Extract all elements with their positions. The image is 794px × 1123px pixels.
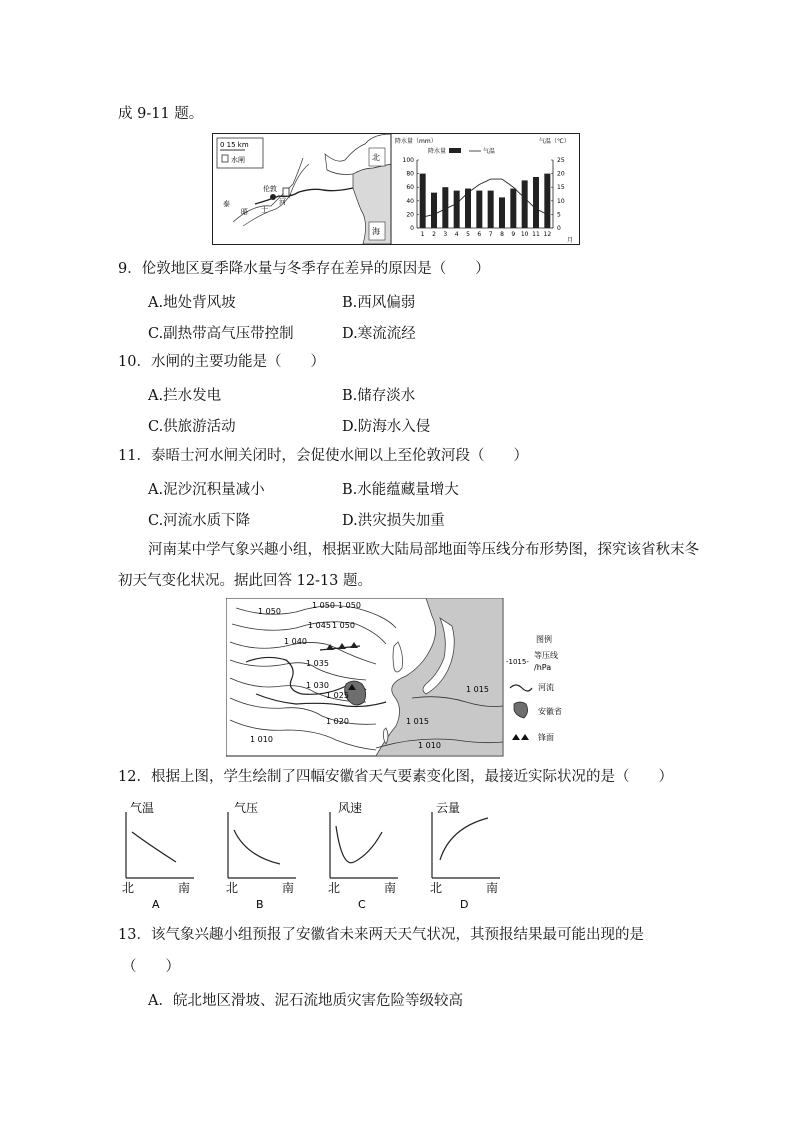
anhui-legend-icon bbox=[514, 702, 528, 718]
sluice-legend-label: 水闸 bbox=[231, 156, 245, 164]
month-tick: 1 bbox=[420, 231, 425, 238]
precip-legend-swatch bbox=[449, 148, 461, 153]
isobar-label: 1 040 bbox=[284, 637, 307, 646]
climate-right-tick: 10 bbox=[557, 197, 565, 205]
q9-option-d[interactable]: D.寒流流经 bbox=[342, 326, 416, 342]
legend-isobar-unit: /hPa bbox=[534, 663, 552, 672]
climate-chart bbox=[391, 134, 579, 244]
climate-right-tick: 20 bbox=[557, 170, 565, 178]
month-unit: 月 bbox=[567, 237, 574, 244]
q13-paren: （ ） bbox=[122, 959, 180, 975]
london-marker bbox=[270, 194, 276, 200]
precip-bar bbox=[499, 197, 505, 228]
figure-thames bbox=[212, 133, 580, 245]
thames-label-2: 晤 bbox=[241, 208, 248, 216]
month-tick: 7 bbox=[488, 231, 493, 238]
precip-bar bbox=[522, 180, 528, 228]
climate-left-axis-title: 降水量（mm） bbox=[395, 138, 437, 145]
front-legend-icon bbox=[512, 734, 520, 740]
q13-stem: 13．该气象兴趣小组预报了安徽省未来两天天气状况，其预报结果最可能出现的是 bbox=[118, 927, 644, 943]
isobar-label: 1 050 bbox=[338, 601, 361, 610]
climate-right-axis-title: 气温（℃） bbox=[539, 138, 570, 145]
month-tick: 3 bbox=[443, 231, 448, 238]
temp-legend-label: 气温 bbox=[483, 148, 496, 155]
isobar-label: 1 050 bbox=[312, 601, 335, 610]
isobar-label: 1 050 bbox=[258, 607, 281, 616]
graph-d[interactable] bbox=[430, 801, 500, 910]
graph-c-letter: C bbox=[358, 898, 366, 910]
legend-title: 图例 bbox=[536, 635, 552, 644]
legend-isobar-label: 等压线 bbox=[534, 651, 558, 660]
month-tick: 9 bbox=[511, 231, 516, 238]
precip-legend-label: 降水量 bbox=[428, 148, 447, 155]
graph-a-south: 南 bbox=[178, 881, 191, 895]
graph-b-north: 北 bbox=[226, 881, 239, 895]
passage2-line1: 河南某中学气象兴趣小组，根据亚欧大陆局部地面等压线分布形势图，探究该省秋末冬 bbox=[148, 542, 699, 558]
climate-right-tick: 25 bbox=[557, 157, 565, 164]
q11-option-d[interactable]: D.洪灾损失加重 bbox=[342, 513, 445, 529]
temperature-line bbox=[423, 179, 548, 217]
q12-graphs-svg bbox=[118, 800, 518, 910]
graph-c[interactable] bbox=[328, 800, 398, 910]
intro-tail: 成 9-11 题。 bbox=[118, 106, 204, 122]
graph-d-north: 北 bbox=[430, 881, 443, 895]
climate-right-tick: 0 bbox=[557, 225, 561, 232]
isobar-label: 1 035 bbox=[306, 659, 329, 668]
legend-isobar-sample: -1015- bbox=[506, 658, 529, 666]
climate-left-tick: 80 bbox=[406, 170, 414, 178]
legend-front-label: 锋面 bbox=[538, 733, 554, 742]
isobar-label: 1 015 bbox=[466, 685, 489, 694]
precip-bar bbox=[420, 174, 426, 228]
q10-option-c[interactable]: C.供旅游活动 bbox=[148, 419, 236, 435]
precip-bar bbox=[510, 189, 516, 228]
climate-left-tick: 60 bbox=[406, 184, 414, 192]
graph-c-north: 北 bbox=[328, 881, 341, 895]
graph-c-ylabel: 风速 bbox=[338, 801, 363, 815]
isobar-label: 1 010 bbox=[418, 741, 441, 750]
isobar-label: 1 050 bbox=[332, 621, 355, 630]
climate-left-tick: 100 bbox=[402, 157, 414, 164]
q9-option-b[interactable]: B.西风偏弱 bbox=[342, 295, 416, 311]
thames-label-1: 泰 bbox=[223, 200, 230, 208]
month-tick: 11 bbox=[532, 231, 540, 238]
scale-label: 0 15 km bbox=[220, 141, 249, 149]
precip-bar bbox=[476, 191, 482, 228]
q11-option-c[interactable]: C.河流水质下降 bbox=[148, 513, 251, 529]
sluice-marker bbox=[283, 188, 289, 196]
q9-stem: 9．伦敦地区夏季降水量与冬季存在差异的原因是（ ） bbox=[118, 261, 490, 277]
thames-label-3: 士 bbox=[261, 206, 268, 214]
climate-left-tick: 0 bbox=[410, 225, 414, 232]
q10-option-d[interactable]: D.防海水入侵 bbox=[342, 419, 431, 435]
climate-left-tick: 20 bbox=[406, 211, 414, 219]
q9-option-a[interactable]: A.地处背风坡 bbox=[148, 295, 236, 311]
graph-d-ylabel: 云量 bbox=[436, 801, 461, 815]
sea-north-label: 北 bbox=[372, 153, 380, 162]
q10-option-a[interactable]: A.拦水发电 bbox=[148, 388, 222, 404]
isobar-label: 1 030 bbox=[306, 681, 329, 690]
isobar-label: 1 045 bbox=[308, 621, 331, 630]
q13-option-a[interactable]: A．皖北地区滑坡、泥石流地质灾害危险等级较高 bbox=[148, 993, 463, 1009]
graph-d-south: 南 bbox=[486, 881, 499, 895]
graph-a[interactable] bbox=[122, 800, 194, 910]
q11-stem: 11．泰晤士河水闸关闭时，会促使水闸以上至伦敦河段（ ） bbox=[118, 448, 528, 464]
isobar-map-svg bbox=[226, 598, 570, 758]
month-tick: 10 bbox=[520, 231, 529, 238]
graph-a-north: 北 bbox=[122, 881, 135, 895]
thames-label-4: 河 bbox=[279, 198, 286, 206]
q10-stem: 10．水闸的主要功能是（ ） bbox=[118, 354, 325, 370]
legend-river-label: 河流 bbox=[538, 683, 554, 692]
climate-right-tick: 5 bbox=[557, 211, 561, 219]
precip-bar bbox=[431, 193, 437, 228]
precip-bar bbox=[454, 191, 460, 228]
precip-bar bbox=[488, 191, 494, 228]
sluice-legend-icon bbox=[222, 155, 228, 162]
graph-a-letter: A bbox=[152, 898, 160, 910]
passage2-line2: 初天气变化状况。据此回答 12-13 题。 bbox=[118, 573, 373, 589]
isobar-label: 1 015 bbox=[406, 717, 429, 726]
legend-anhui-label: 安徽省 bbox=[538, 707, 562, 716]
q12-graphs bbox=[118, 800, 518, 910]
q12-stem: 12．根据上图，学生绘制了四幅安徽省天气要素变化图，最接近实际状况的是（ ） bbox=[118, 769, 673, 785]
isobar-label: 1 025 bbox=[326, 691, 349, 700]
graph-a-ylabel: 气温 bbox=[130, 801, 155, 815]
month-tick: 12 bbox=[543, 231, 552, 238]
isobar-label: 1 020 bbox=[326, 717, 349, 726]
precip-bar bbox=[533, 177, 539, 228]
figure-isobar-map bbox=[226, 598, 570, 758]
graph-b-letter: B bbox=[256, 898, 264, 910]
isobar-label: 1 010 bbox=[250, 735, 273, 744]
london-label: 伦敦 bbox=[263, 185, 277, 193]
month-tick: 8 bbox=[500, 231, 504, 238]
month-tick: 5 bbox=[466, 231, 470, 238]
month-tick: 4 bbox=[454, 231, 459, 238]
climate-right-tick: 15 bbox=[557, 184, 565, 192]
graph-b-south: 南 bbox=[282, 881, 295, 895]
q9-option-c[interactable]: C.副热带高气压带控制 bbox=[148, 326, 294, 342]
river-legend-icon bbox=[510, 685, 532, 691]
q10-option-b[interactable]: B.储存淡水 bbox=[342, 388, 416, 404]
precip-bar bbox=[544, 174, 550, 228]
graph-c-south: 南 bbox=[384, 881, 397, 895]
graph-d-letter: D bbox=[460, 898, 469, 910]
month-tick: 2 bbox=[432, 231, 436, 238]
q11-option-b[interactable]: B.水能蕴藏量增大 bbox=[342, 482, 459, 498]
graph-b[interactable] bbox=[226, 800, 296, 910]
q11-option-a[interactable]: A.泥沙沉积量减小 bbox=[148, 482, 265, 498]
sea-hai-label: 海 bbox=[372, 227, 380, 236]
climate-left-tick: 40 bbox=[406, 197, 414, 205]
month-tick: 6 bbox=[477, 231, 482, 238]
graph-b-ylabel: 气压 bbox=[234, 801, 259, 815]
